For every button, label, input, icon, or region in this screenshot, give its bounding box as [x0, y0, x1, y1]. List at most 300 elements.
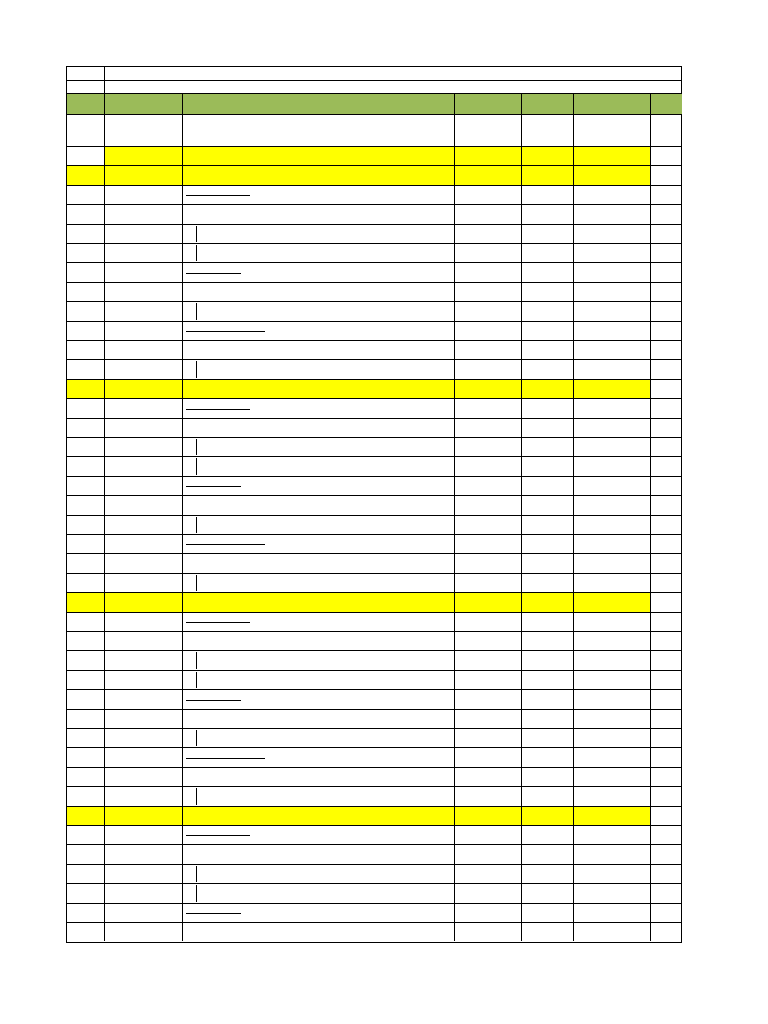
row-22-col-4[interactable]	[454, 534, 521, 553]
row-36-col-5[interactable]	[521, 806, 573, 825]
row-16-col-5[interactable]	[521, 418, 573, 437]
row-28-col-3[interactable]	[182, 650, 454, 669]
row-27-col-4[interactable]	[454, 631, 521, 650]
cell-underline-mark	[186, 486, 241, 487]
row-31-col-2[interactable]	[104, 709, 182, 728]
row-19-col-7[interactable]	[650, 476, 682, 495]
row-6-col-6[interactable]	[573, 224, 650, 243]
row-17-col-7[interactable]	[650, 437, 682, 456]
row-34-col-6[interactable]	[573, 767, 650, 786]
row-35-col-1[interactable]	[66, 786, 104, 805]
row-14-col-3[interactable]	[182, 379, 454, 398]
row-12-col-7[interactable]	[650, 340, 682, 359]
row-18-col-4[interactable]	[454, 456, 521, 475]
row-22-col-5[interactable]	[521, 534, 573, 553]
row-24-col-1[interactable]	[66, 573, 104, 592]
row-32-col-4[interactable]	[454, 728, 521, 747]
row-25-col-4[interactable]	[454, 592, 521, 611]
row-2-col-6[interactable]	[573, 146, 650, 165]
cell-underline-mark	[186, 758, 265, 759]
row-9-col-5[interactable]	[521, 282, 573, 301]
row-30-col-5[interactable]	[521, 689, 573, 708]
row-39-col-7[interactable]	[650, 864, 682, 883]
row-41-col-6[interactable]	[573, 903, 650, 922]
row-4-col-6[interactable]	[573, 185, 650, 204]
row-5-col-1[interactable]	[66, 204, 104, 223]
row-5-col-5[interactable]	[521, 204, 573, 223]
row-17-col-5[interactable]	[521, 437, 573, 456]
row-1-col-4[interactable]	[454, 114, 521, 146]
row-26-col-7[interactable]	[650, 612, 682, 631]
row-1-col-6[interactable]	[573, 114, 650, 146]
row-18-col-2[interactable]	[104, 456, 182, 475]
row-36-col-6[interactable]	[573, 806, 650, 825]
row-36-col-1[interactable]	[66, 806, 104, 825]
row-27-col-3[interactable]	[182, 631, 454, 650]
row-29-col-1[interactable]	[66, 670, 104, 689]
row-23-col-6[interactable]	[573, 553, 650, 572]
row-16-col-4[interactable]	[454, 418, 521, 437]
row-10-col-4[interactable]	[454, 301, 521, 320]
row-24-col-4[interactable]	[454, 573, 521, 592]
row-33-col-6[interactable]	[573, 747, 650, 766]
row-29-col-4[interactable]	[454, 670, 521, 689]
column-header-7[interactable]	[650, 93, 682, 114]
row-22-col-1[interactable]	[66, 534, 104, 553]
row-7-col-3[interactable]	[182, 243, 454, 262]
row-32-col-5[interactable]	[521, 728, 573, 747]
row-14-col-2[interactable]	[104, 379, 182, 398]
row-25-col-7[interactable]	[650, 592, 682, 611]
row-16-col-2[interactable]	[104, 418, 182, 437]
row-20-col-1[interactable]	[66, 495, 104, 514]
row-4-col-7[interactable]	[650, 185, 682, 204]
row-31-col-4[interactable]	[454, 709, 521, 728]
row-33-col-4[interactable]	[454, 747, 521, 766]
row-18-col-3[interactable]	[182, 456, 454, 475]
row-18-col-7[interactable]	[650, 456, 682, 475]
row-33-col-7[interactable]	[650, 747, 682, 766]
row-29-col-3[interactable]	[182, 670, 454, 689]
row-7-col-2[interactable]	[104, 243, 182, 262]
row-35-col-5[interactable]	[521, 786, 573, 805]
row-13-col-3[interactable]	[182, 359, 454, 378]
row-3-col-2[interactable]	[104, 165, 182, 184]
row-19-col-4[interactable]	[454, 476, 521, 495]
row-24-col-6[interactable]	[573, 573, 650, 592]
row-8-col-6[interactable]	[573, 262, 650, 281]
row-25-col-6[interactable]	[573, 592, 650, 611]
row-7-col-4[interactable]	[454, 243, 521, 262]
row-27-col-1[interactable]	[66, 631, 104, 650]
row-3-col-7[interactable]	[650, 165, 682, 184]
row-3-col-3[interactable]	[182, 165, 454, 184]
row-32-col-6[interactable]	[573, 728, 650, 747]
row-33-col-2[interactable]	[104, 747, 182, 766]
row-31-col-7[interactable]	[650, 709, 682, 728]
row-15-col-4[interactable]	[454, 398, 521, 417]
row-39-col-1[interactable]	[66, 864, 104, 883]
row-10-col-2[interactable]	[104, 301, 182, 320]
row-1-col-2[interactable]	[104, 114, 182, 146]
row-37-col-2[interactable]	[104, 825, 182, 844]
row-2-col-1[interactable]	[66, 146, 104, 165]
row-21-col-4[interactable]	[454, 515, 521, 534]
row-4-col-1[interactable]	[66, 185, 104, 204]
title-row-number-cell[interactable]	[66, 66, 104, 80]
column-header-6[interactable]	[573, 93, 650, 114]
row-38-col-1[interactable]	[66, 844, 104, 863]
row-29-col-7[interactable]	[650, 670, 682, 689]
row-21-col-5[interactable]	[521, 515, 573, 534]
row-16-col-6[interactable]	[573, 418, 650, 437]
spacer-row-number-cell[interactable]	[66, 80, 104, 93]
row-40-col-1[interactable]	[66, 883, 104, 902]
row-42-col-2[interactable]	[104, 922, 182, 941]
row-14-col-7[interactable]	[650, 379, 682, 398]
row-35-col-2[interactable]	[104, 786, 182, 805]
row-8-col-2[interactable]	[104, 262, 182, 281]
row-2-col-2[interactable]	[104, 146, 182, 165]
row-40-col-7[interactable]	[650, 883, 682, 902]
row-12-col-2[interactable]	[104, 340, 182, 359]
row-19-col-6[interactable]	[573, 476, 650, 495]
row-30-col-7[interactable]	[650, 689, 682, 708]
row-3-col-6[interactable]	[573, 165, 650, 184]
row-10-col-5[interactable]	[521, 301, 573, 320]
row-35-col-7[interactable]	[650, 786, 682, 805]
row-22-col-2[interactable]	[104, 534, 182, 553]
row-26-col-6[interactable]	[573, 612, 650, 631]
row-36-col-4[interactable]	[454, 806, 521, 825]
row-26-col-1[interactable]	[66, 612, 104, 631]
row-1-col-7[interactable]	[650, 114, 682, 146]
row-41-col-4[interactable]	[454, 903, 521, 922]
row-23-col-5[interactable]	[521, 553, 573, 572]
row-32-col-2[interactable]	[104, 728, 182, 747]
row-9-col-3[interactable]	[182, 282, 454, 301]
row-30-col-1[interactable]	[66, 689, 104, 708]
row-10-col-3[interactable]	[182, 301, 454, 320]
row-12-col-3[interactable]	[182, 340, 454, 359]
row-12-col-1[interactable]	[66, 340, 104, 359]
row-32-col-3[interactable]	[182, 728, 454, 747]
row-25-col-2[interactable]	[104, 592, 182, 611]
spacer-cell[interactable]	[104, 80, 682, 93]
row-21-col-1[interactable]	[66, 515, 104, 534]
row-34-col-3[interactable]	[182, 767, 454, 786]
row-10-col-6[interactable]	[573, 301, 650, 320]
row-21-col-3[interactable]	[182, 515, 454, 534]
row-39-col-3[interactable]	[182, 864, 454, 883]
row-26-col-2[interactable]	[104, 612, 182, 631]
row-37-col-1[interactable]	[66, 825, 104, 844]
row-25-col-5[interactable]	[521, 592, 573, 611]
row-18-col-5[interactable]	[521, 456, 573, 475]
row-42-col-1[interactable]	[66, 922, 104, 941]
row-24-col-7[interactable]	[650, 573, 682, 592]
row-17-col-4[interactable]	[454, 437, 521, 456]
row-24-col-5[interactable]	[521, 573, 573, 592]
row-36-col-3[interactable]	[182, 806, 454, 825]
row-39-col-6[interactable]	[573, 864, 650, 883]
row-27-col-5[interactable]	[521, 631, 573, 650]
row-42-col-3[interactable]	[182, 922, 454, 941]
row-30-col-2[interactable]	[104, 689, 182, 708]
row-6-col-4[interactable]	[454, 224, 521, 243]
row-37-col-5[interactable]	[521, 825, 573, 844]
cell-vertical-mark	[196, 361, 197, 377]
row-16-col-7[interactable]	[650, 418, 682, 437]
row-5-col-2[interactable]	[104, 204, 182, 223]
row-30-col-4[interactable]	[454, 689, 521, 708]
row-4-col-2[interactable]	[104, 185, 182, 204]
row-15-col-1[interactable]	[66, 398, 104, 417]
row-1-col-3[interactable]	[182, 114, 454, 146]
row-22-col-7[interactable]	[650, 534, 682, 553]
row-21-col-6[interactable]	[573, 515, 650, 534]
cell-vertical-mark	[196, 226, 197, 242]
row-19-col-5[interactable]	[521, 476, 573, 495]
row-36-col-7[interactable]	[650, 806, 682, 825]
row-13-col-2[interactable]	[104, 359, 182, 378]
row-4-col-5[interactable]	[521, 185, 573, 204]
row-29-col-2[interactable]	[104, 670, 182, 689]
row-38-col-6[interactable]	[573, 844, 650, 863]
row-10-col-1[interactable]	[66, 301, 104, 320]
row-11-col-2[interactable]	[104, 321, 182, 340]
row-17-col-1[interactable]	[66, 437, 104, 456]
row-15-col-7[interactable]	[650, 398, 682, 417]
row-16-col-1[interactable]	[66, 418, 104, 437]
row-14-col-5[interactable]	[521, 379, 573, 398]
row-20-col-6[interactable]	[573, 495, 650, 514]
row-36-col-2[interactable]	[104, 806, 182, 825]
row-19-col-2[interactable]	[104, 476, 182, 495]
row-41-col-1[interactable]	[66, 903, 104, 922]
row-20-col-4[interactable]	[454, 495, 521, 514]
row-7-col-6[interactable]	[573, 243, 650, 262]
row-20-col-7[interactable]	[650, 495, 682, 514]
row-15-col-6[interactable]	[573, 398, 650, 417]
row-41-col-5[interactable]	[521, 903, 573, 922]
row-5-col-7[interactable]	[650, 204, 682, 223]
row-2-col-3[interactable]	[182, 146, 454, 165]
row-32-col-7[interactable]	[650, 728, 682, 747]
row-40-col-2[interactable]	[104, 883, 182, 902]
row-20-col-5[interactable]	[521, 495, 573, 514]
row-6-col-5[interactable]	[521, 224, 573, 243]
row-14-col-6[interactable]	[573, 379, 650, 398]
row-25-col-3[interactable]	[182, 592, 454, 611]
row-6-col-1[interactable]	[66, 224, 104, 243]
row-39-col-5[interactable]	[521, 864, 573, 883]
row-11-col-6[interactable]	[573, 321, 650, 340]
row-38-col-2[interactable]	[104, 844, 182, 863]
row-28-col-2[interactable]	[104, 650, 182, 669]
row-6-col-7[interactable]	[650, 224, 682, 243]
column-header-3[interactable]	[182, 93, 454, 114]
title-cell[interactable]	[104, 66, 682, 80]
row-28-col-4[interactable]	[454, 650, 521, 669]
row-34-col-7[interactable]	[650, 767, 682, 786]
row-18-col-6[interactable]	[573, 456, 650, 475]
row-20-col-3[interactable]	[182, 495, 454, 514]
row-39-col-4[interactable]	[454, 864, 521, 883]
row-31-col-3[interactable]	[182, 709, 454, 728]
row-7-col-1[interactable]	[66, 243, 104, 262]
row-11-col-5[interactable]	[521, 321, 573, 340]
row-28-col-6[interactable]	[573, 650, 650, 669]
row-30-col-6[interactable]	[573, 689, 650, 708]
row-27-col-2[interactable]	[104, 631, 182, 650]
row-9-col-4[interactable]	[454, 282, 521, 301]
column-header-2[interactable]	[104, 93, 182, 114]
column-header-1[interactable]	[66, 93, 104, 114]
row-19-col-1[interactable]	[66, 476, 104, 495]
row-29-col-5[interactable]	[521, 670, 573, 689]
row-20-col-2[interactable]	[104, 495, 182, 514]
row-22-col-6[interactable]	[573, 534, 650, 553]
row-25-col-1[interactable]	[66, 592, 104, 611]
row-35-col-4[interactable]	[454, 786, 521, 805]
row-31-col-6[interactable]	[573, 709, 650, 728]
row-21-col-2[interactable]	[104, 515, 182, 534]
row-18-col-1[interactable]	[66, 456, 104, 475]
row-11-col-7[interactable]	[650, 321, 682, 340]
row-23-col-3[interactable]	[182, 553, 454, 572]
row-16-col-3[interactable]	[182, 418, 454, 437]
row-2-col-4[interactable]	[454, 146, 521, 165]
column-header-5[interactable]	[521, 93, 573, 114]
row-38-col-4[interactable]	[454, 844, 521, 863]
row-2-col-5[interactable]	[521, 146, 573, 165]
row-13-col-1[interactable]	[66, 359, 104, 378]
row-34-col-4[interactable]	[454, 767, 521, 786]
row-9-col-7[interactable]	[650, 282, 682, 301]
row-11-col-1[interactable]	[66, 321, 104, 340]
row-40-col-6[interactable]	[573, 883, 650, 902]
row-40-col-5[interactable]	[521, 883, 573, 902]
row-9-col-1[interactable]	[66, 282, 104, 301]
row-13-col-5[interactable]	[521, 359, 573, 378]
row-8-col-1[interactable]	[66, 262, 104, 281]
row-1-col-1[interactable]	[66, 114, 104, 146]
column-header-4[interactable]	[454, 93, 521, 114]
row-7-col-5[interactable]	[521, 243, 573, 262]
row-14-col-1[interactable]	[66, 379, 104, 398]
row-31-col-5[interactable]	[521, 709, 573, 728]
row-34-col-5[interactable]	[521, 767, 573, 786]
row-9-col-2[interactable]	[104, 282, 182, 301]
row-5-col-3[interactable]	[182, 204, 454, 223]
row-12-col-4[interactable]	[454, 340, 521, 359]
row-23-col-2[interactable]	[104, 553, 182, 572]
row-5-col-4[interactable]	[454, 204, 521, 223]
row-38-col-3[interactable]	[182, 844, 454, 863]
row-32-col-1[interactable]	[66, 728, 104, 747]
row-38-col-7[interactable]	[650, 844, 682, 863]
row-5-col-6[interactable]	[573, 204, 650, 223]
row-34-col-1[interactable]	[66, 767, 104, 786]
row-23-col-1[interactable]	[66, 553, 104, 572]
row-17-col-6[interactable]	[573, 437, 650, 456]
row-41-col-7[interactable]	[650, 903, 682, 922]
row-3-col-4[interactable]	[454, 165, 521, 184]
row-27-col-7[interactable]	[650, 631, 682, 650]
row-34-col-2[interactable]	[104, 767, 182, 786]
row-9-col-6[interactable]	[573, 282, 650, 301]
row-4-col-4[interactable]	[454, 185, 521, 204]
row-37-col-7[interactable]	[650, 825, 682, 844]
row-23-col-7[interactable]	[650, 553, 682, 572]
row-13-col-6[interactable]	[573, 359, 650, 378]
row-7-col-7[interactable]	[650, 243, 682, 262]
row-11-col-4[interactable]	[454, 321, 521, 340]
row-23-col-4[interactable]	[454, 553, 521, 572]
row-15-col-2[interactable]	[104, 398, 182, 417]
row-8-col-5[interactable]	[521, 262, 573, 281]
row-42-col-5[interactable]	[521, 922, 573, 941]
row-6-col-2[interactable]	[104, 224, 182, 243]
row-38-col-5[interactable]	[521, 844, 573, 863]
row-13-col-4[interactable]	[454, 359, 521, 378]
row-6-col-3[interactable]	[182, 224, 454, 243]
row-21-col-7[interactable]	[650, 515, 682, 534]
row-3-col-1[interactable]	[66, 165, 104, 184]
row-8-col-4[interactable]	[454, 262, 521, 281]
cell-vertical-mark	[196, 730, 197, 746]
row-26-col-5[interactable]	[521, 612, 573, 631]
row-27-col-6[interactable]	[573, 631, 650, 650]
row-28-col-7[interactable]	[650, 650, 682, 669]
row-33-col-1[interactable]	[66, 747, 104, 766]
row-24-col-2[interactable]	[104, 573, 182, 592]
row-39-col-2[interactable]	[104, 864, 182, 883]
row-29-col-6[interactable]	[573, 670, 650, 689]
row-8-col-7[interactable]	[650, 262, 682, 281]
row-24-col-3[interactable]	[182, 573, 454, 592]
row-35-col-6[interactable]	[573, 786, 650, 805]
row-17-col-3[interactable]	[182, 437, 454, 456]
row-31-col-1[interactable]	[66, 709, 104, 728]
row-1-col-5[interactable]	[521, 114, 573, 146]
row-10-col-7[interactable]	[650, 301, 682, 320]
row-2-col-7[interactable]	[650, 146, 682, 165]
row-13-col-7[interactable]	[650, 359, 682, 378]
row-33-col-5[interactable]	[521, 747, 573, 766]
cell-vertical-mark	[196, 245, 197, 261]
row-40-col-3[interactable]	[182, 883, 454, 902]
row-37-col-4[interactable]	[454, 825, 521, 844]
row-15-col-5[interactable]	[521, 398, 573, 417]
row-17-col-2[interactable]	[104, 437, 182, 456]
row-28-col-1[interactable]	[66, 650, 104, 669]
row-3-col-5[interactable]	[521, 165, 573, 184]
row-12-col-6[interactable]	[573, 340, 650, 359]
row-42-col-6[interactable]	[573, 922, 650, 941]
row-42-col-7[interactable]	[650, 922, 682, 941]
row-37-col-6[interactable]	[573, 825, 650, 844]
row-14-col-4[interactable]	[454, 379, 521, 398]
row-12-col-5[interactable]	[521, 340, 573, 359]
row-42-col-4[interactable]	[454, 922, 521, 941]
row-35-col-3[interactable]	[182, 786, 454, 805]
row-41-col-2[interactable]	[104, 903, 182, 922]
row-28-col-5[interactable]	[521, 650, 573, 669]
row-26-col-4[interactable]	[454, 612, 521, 631]
row-40-col-4[interactable]	[454, 883, 521, 902]
